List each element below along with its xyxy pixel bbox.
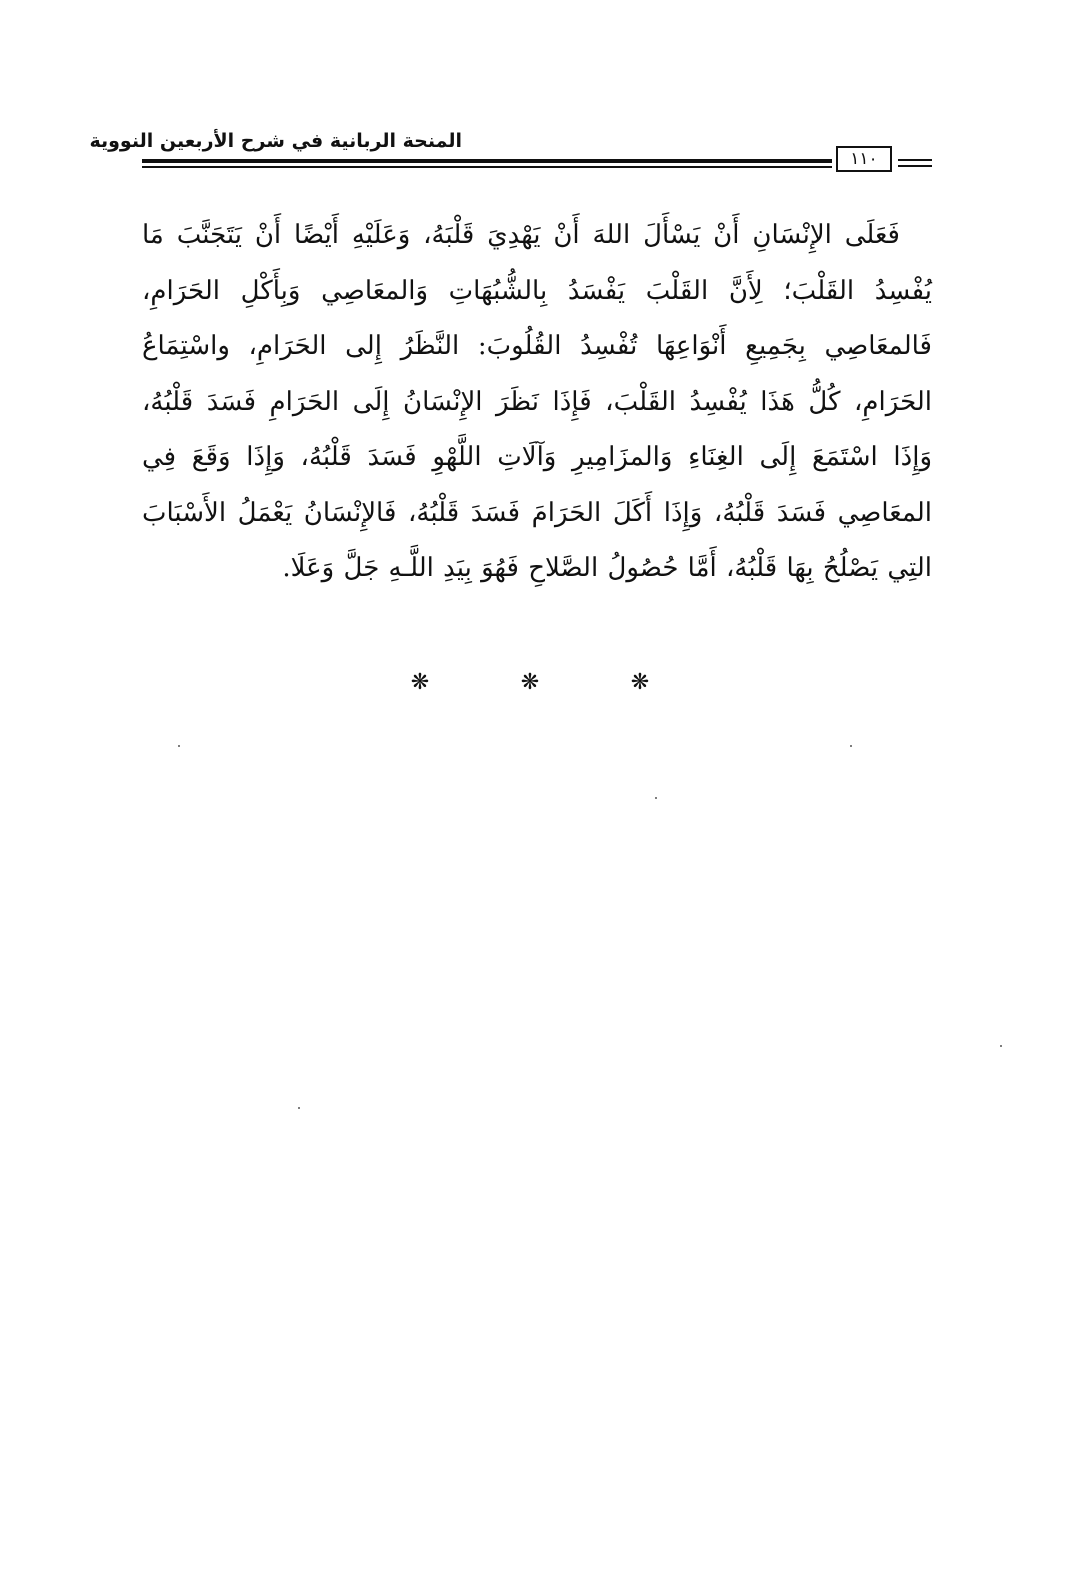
scan-speck (655, 797, 657, 799)
separator-mark: ❋ (410, 670, 430, 695)
running-title: المنحة الربانية في شرح الأربعين النووية (89, 130, 462, 152)
header-rule-thin (142, 166, 832, 168)
paragraph-text: فَعَلَى الإِنْسَانِ أَنْ يَسْأَلَ اللهَ أَنْ يَهْدِيَ قَلْبَهُ، وَعَلَيْهِ أَيْضًا أَنْ يَتَجَنَّبَ مَا يُفْسِدُ القَلْبَ؛ لِأَنَّ القَلْبَ يَفْسَدُ بِالشُّبُهَاتِ وَالمعَاصِي وَبِأَكْلِ الحَرَامِ، فَالمعَاصِي بِجَمِيعِ أَنْوَاعِهَا تُفْسِدُ القُلُوبَ: النَّظَرُ إِلى الحَرَامِ، واسْتِمَاعُ الحَرَامِ، كُلُّ هَذَا يُفْسِدُ القَلْبَ، فَإِذَا نَظَرَ الإِنْسَانُ إِلَى الحَرَامِ فَسَدَ قَلْبُهُ، وَإِذَا اسْتَمَعَ إِلَى الغِنَاءِ وَالمزَامِيرِ وَآلَاتِ اللَّهْوِ فَسَدَ قَلْبُهُ، وَإِذَا وَقَعَ فِي المعَاصِي فَسَدَ قَلْبُهُ، وَإِذَا أَكَلَ الحَرَامَ فَسَدَ قَلْبُهُ، فَالإِنْسَانُ يَعْمَلُ الأَسْبَابَ التِي يَصْلُحُ بِهَا قَلْبُهُ، أَمَّا حُصُولُ الصَّلاحِ فَهُوَ بِيَدِ اللَّـهِ جَلَّ وَعَلَا. (142, 220, 932, 583)
body-paragraph (142, 208, 932, 597)
header-tail-rule-bottom (898, 165, 932, 167)
page-number: ١١٠ (836, 146, 892, 172)
page-header (89, 128, 932, 188)
scan-speck (178, 745, 180, 747)
scan-speck (298, 1107, 300, 1109)
scan-speck (1000, 1045, 1002, 1047)
separator-mark: ❋ (630, 670, 650, 695)
scan-speck (850, 745, 852, 747)
separator-mark: ❋ (520, 670, 540, 695)
header-tail-rule-top (898, 159, 932, 161)
header-rule-thick (142, 159, 832, 163)
section-separator (400, 668, 660, 698)
